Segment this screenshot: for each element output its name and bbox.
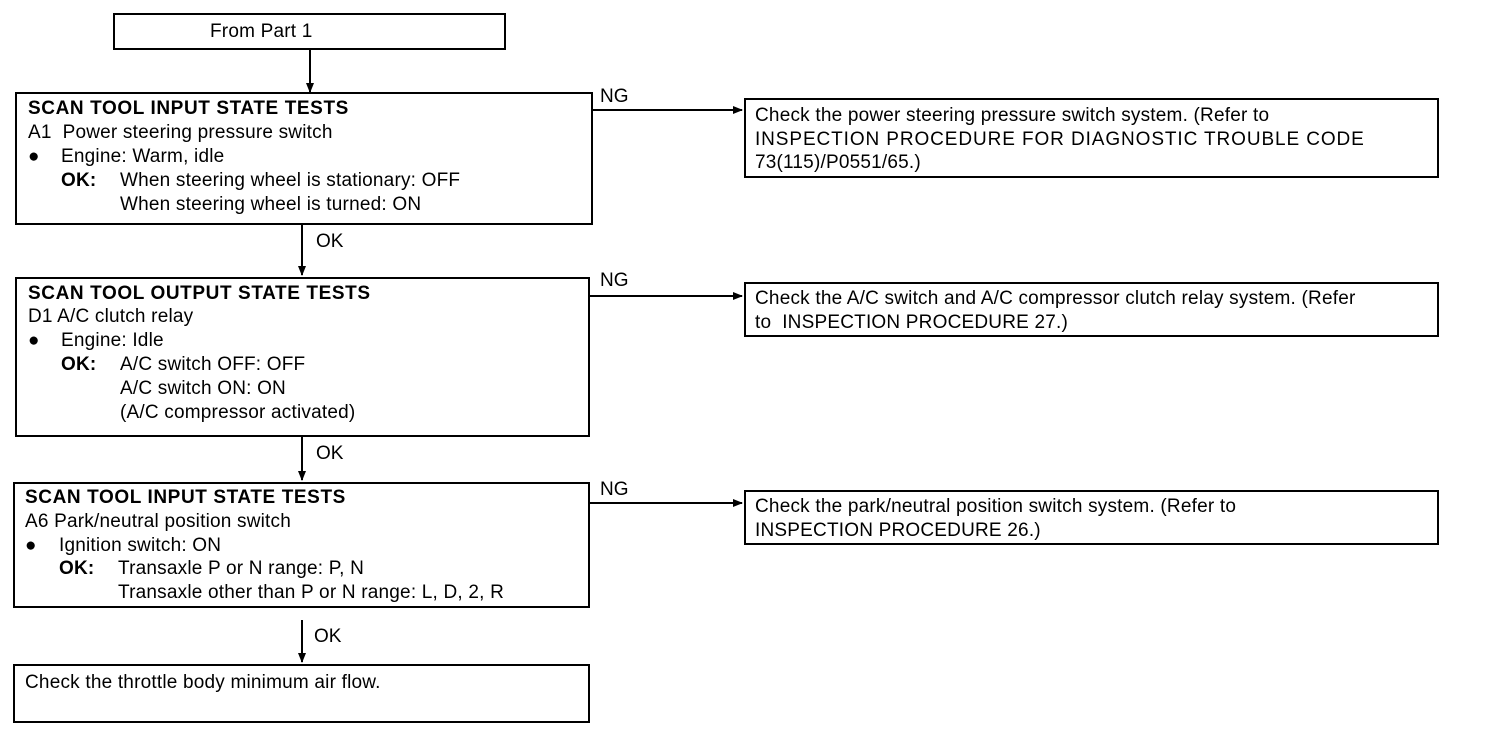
bullet-icon: ●	[28, 146, 40, 167]
step1-ok-label: OK:	[61, 170, 97, 191]
step2-item: D1 A/C clutch relay	[28, 306, 194, 327]
step2-ng-result-box	[744, 282, 1439, 337]
step3-ng-label: NG	[600, 479, 629, 500]
step2-ok-arrow-label: OK	[316, 443, 344, 464]
bullet-icon: ●	[25, 535, 37, 556]
step3-item: A6 Park/neutral position switch	[25, 511, 291, 532]
step2-condition: Engine: Idle	[61, 330, 164, 351]
step3-ok-line-2: Transaxle other than P or N range: L, D, 2, R	[118, 582, 505, 603]
step1-ng-line-2: INSPECTION PROCEDURE FOR DIAGNOSTIC TROUBLE CODE	[755, 129, 1365, 150]
step3-ng-result-box	[744, 490, 1439, 545]
step1-ok-line-1: When steering wheel is stationary: OFF	[120, 170, 461, 191]
step3-box	[13, 482, 590, 608]
step3-ng-line-1: Check the park/neutral position switch system. (Refer to	[755, 496, 1237, 517]
step1-ok-arrow-label: OK	[316, 231, 344, 252]
step3-ok-label: OK:	[59, 558, 95, 579]
step2-ng-line-2: to INSPECTION PROCEDURE 27.)	[755, 312, 1069, 333]
step2-box	[15, 277, 590, 437]
step1-condition: Engine: Warm, idle	[61, 146, 225, 167]
start-box	[113, 13, 506, 50]
step2-ok-line-2: A/C switch ON: ON	[120, 378, 286, 399]
step3-ok-arrow-label: OK	[314, 626, 342, 647]
step1-box	[15, 92, 593, 225]
final-box	[13, 664, 590, 723]
step3-ng-line-2: INSPECTION PROCEDURE 26.)	[755, 520, 1041, 541]
step1-title: SCAN TOOL INPUT STATE TESTS	[28, 98, 349, 119]
step2-ng-label: NG	[600, 270, 629, 291]
step1-ng-line-3: 73(115)/P0551/65.)	[755, 152, 921, 173]
step1-item: A1 Power steering pressure switch	[28, 122, 333, 143]
final-label: Check the throttle body minimum air flow.	[25, 672, 381, 693]
bullet-icon: ●	[28, 330, 40, 351]
step1-ng-result-box	[744, 98, 1439, 178]
start-label: From Part 1	[210, 21, 313, 42]
step1-ok-line-2: When steering wheel is turned: ON	[120, 194, 422, 215]
step2-ok-label: OK:	[61, 354, 97, 375]
step1-ng-line-1: Check the power steering pressure switch system. (Refer to	[755, 105, 1270, 126]
step1-ng-label: NG	[600, 86, 629, 107]
step2-ok-line-3: (A/C compressor activated)	[120, 402, 356, 423]
step2-title: SCAN TOOL OUTPUT STATE TESTS	[28, 283, 371, 304]
step2-ok-line-1: A/C switch OFF: OFF	[120, 354, 306, 375]
step3-ok-line-1: Transaxle P or N range: P, N	[118, 558, 365, 579]
step3-title: SCAN TOOL INPUT STATE TESTS	[25, 487, 346, 508]
step2-ng-line-1: Check the A/C switch and A/C compressor clutch relay system. (Refer	[755, 288, 1356, 309]
step3-condition: Ignition switch: ON	[59, 535, 222, 556]
